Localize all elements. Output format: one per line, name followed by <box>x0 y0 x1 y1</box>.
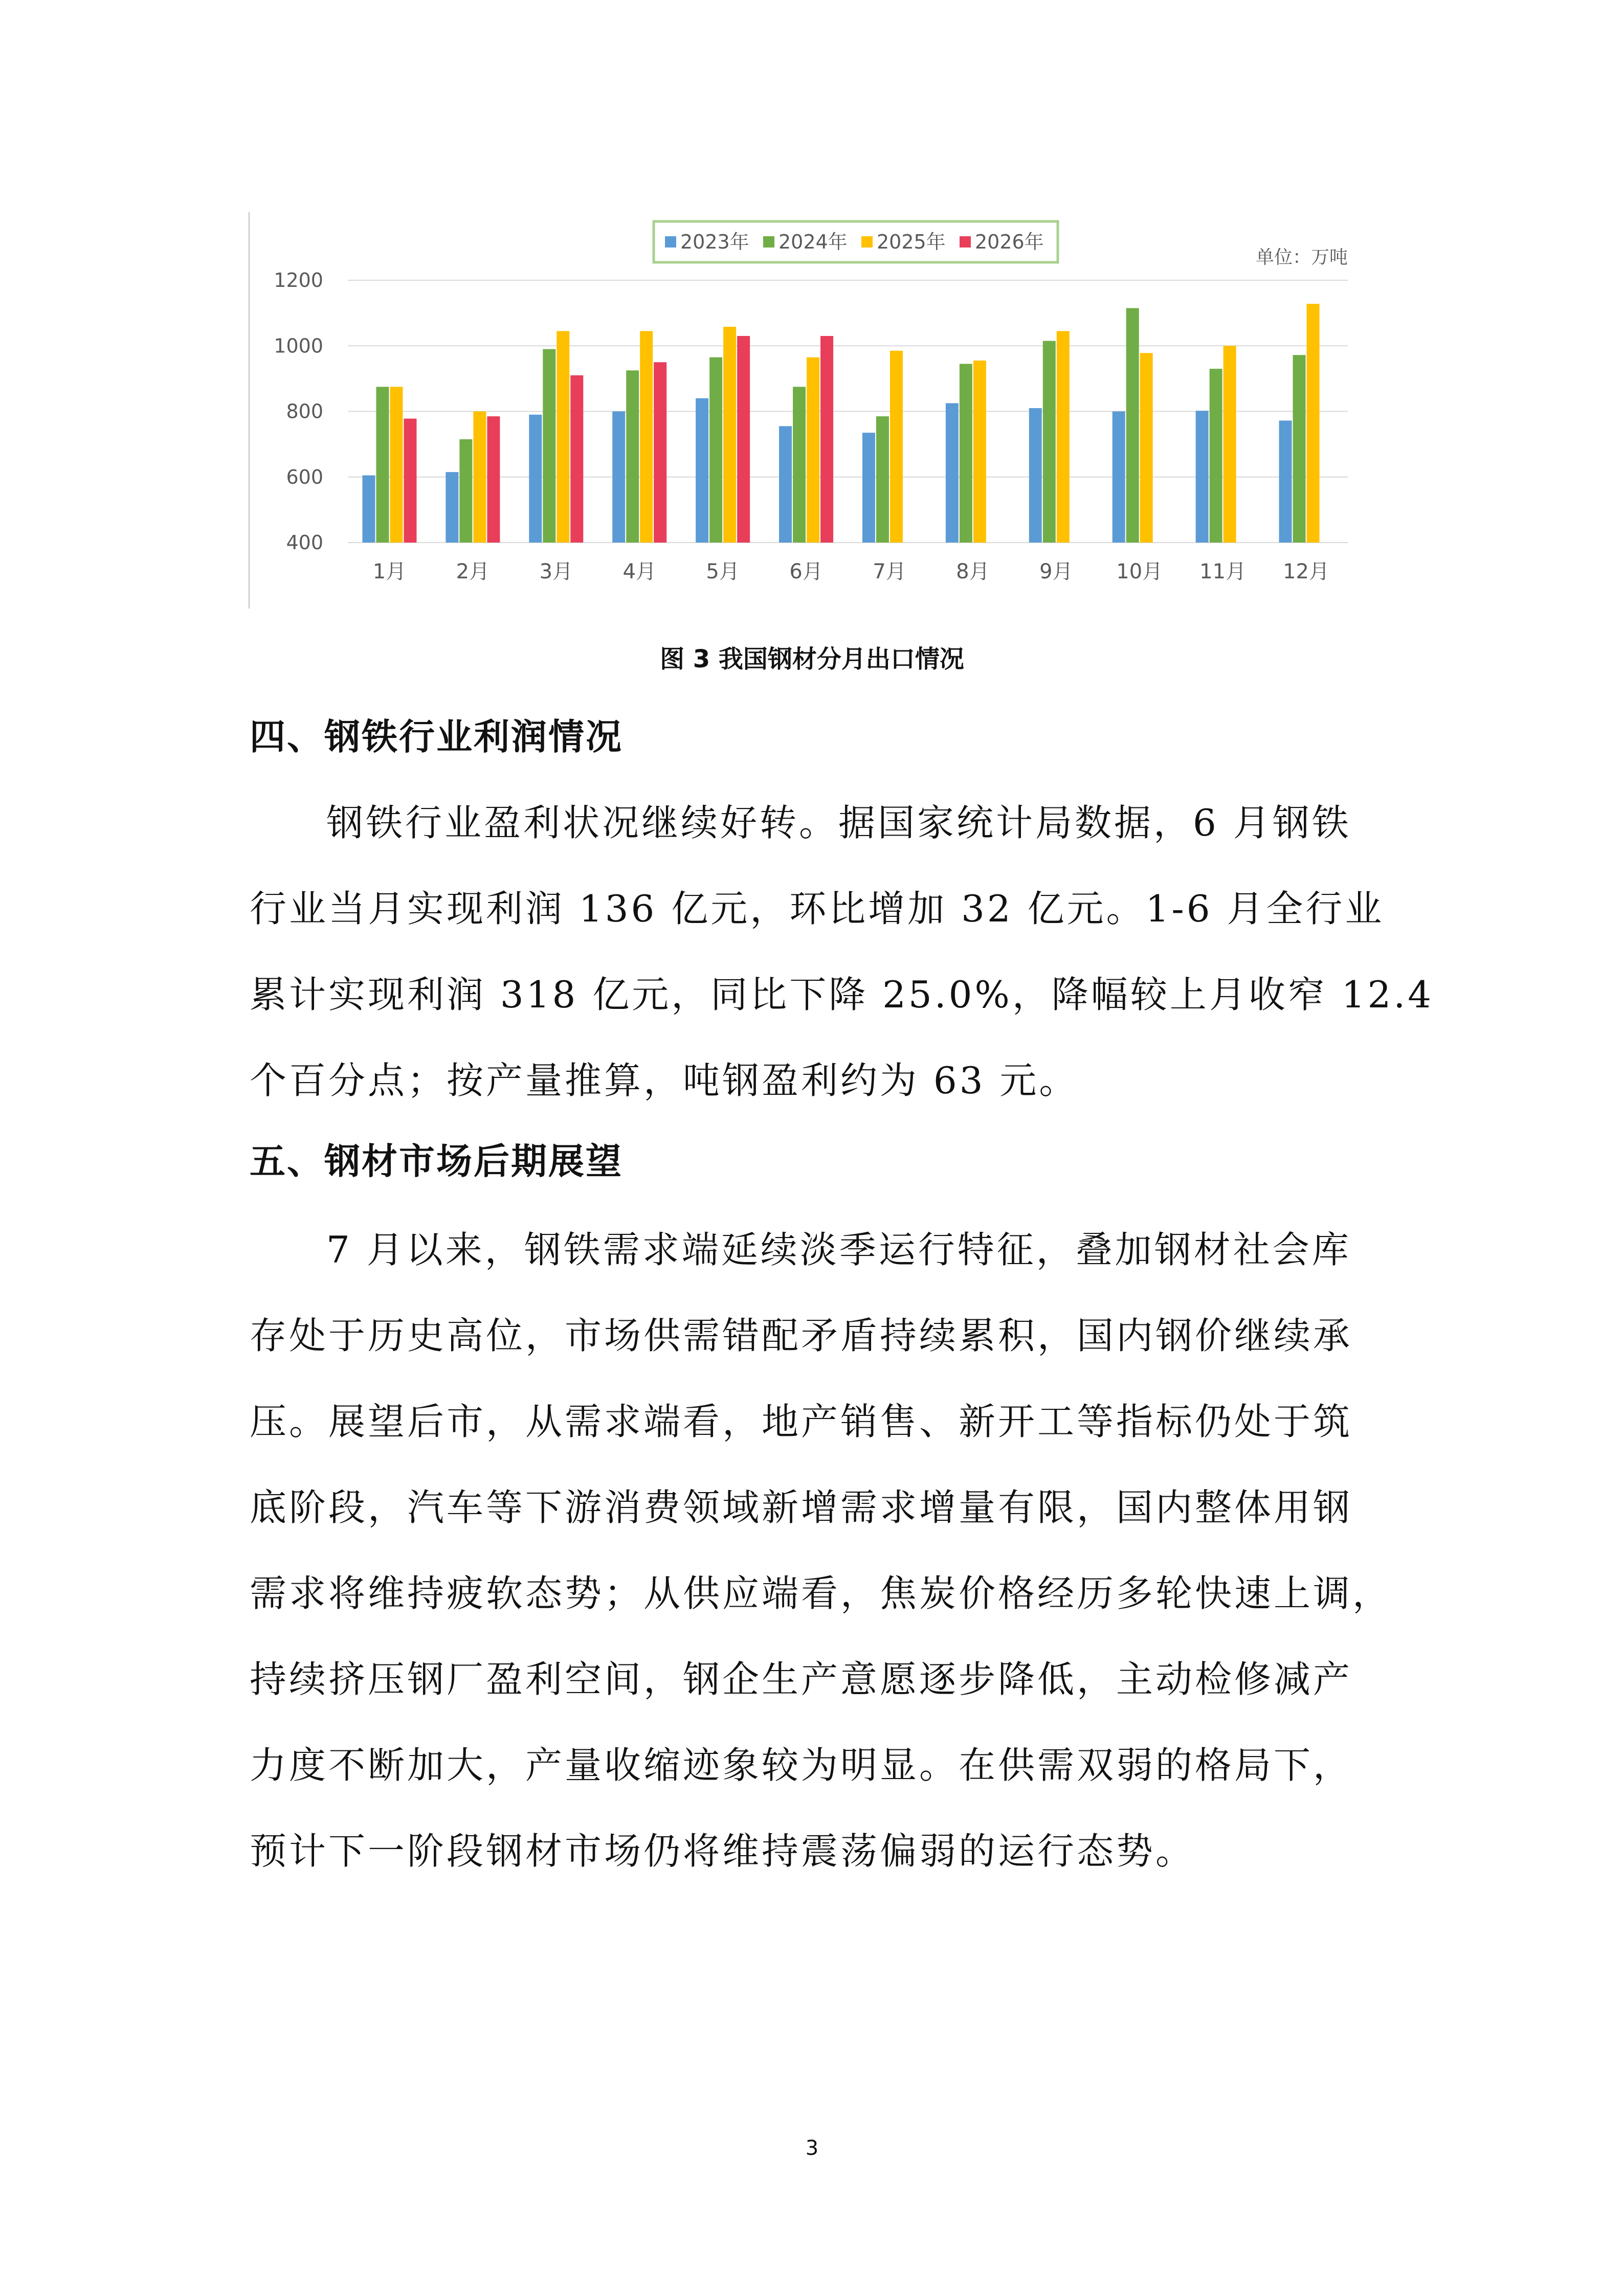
bar-2023年-12月 <box>1279 420 1292 543</box>
bar-2023年-10月 <box>1113 412 1125 543</box>
bar-2023年-6月 <box>779 426 792 543</box>
bar-2025年-4月 <box>640 331 653 543</box>
text-line: 持续挤压钢厂盈利空间，钢企生产意愿逐步降低，主动检修减产 <box>250 1658 1353 1701</box>
bar-2024年-6月 <box>793 387 806 543</box>
section-heading-outlook: 五、钢材市场后期展望 <box>250 1140 623 1182</box>
legend-swatch <box>665 236 676 247</box>
bar-2024年-11月 <box>1210 369 1222 543</box>
x-tick-label: 8月 <box>956 560 990 583</box>
text-line: 力度不断加大，产量收缩迹象较为明显。在供需双弱的格局下， <box>250 1744 1353 1787</box>
bar-2024年-10月 <box>1126 308 1139 543</box>
bar-2024年-12月 <box>1293 355 1306 543</box>
x-tick-label: 10月 <box>1116 560 1163 583</box>
bar-2025年-11月 <box>1223 346 1236 543</box>
bar-2025年-7月 <box>890 351 903 543</box>
bar-2025年-6月 <box>807 357 819 543</box>
bar-2026年-2月 <box>487 416 500 543</box>
text-line: 累计实现利润 318 亿元，同比下降 25.0%，降幅较上月收窄 12.4 <box>250 973 1434 1016</box>
x-tick-label: 1月 <box>372 560 407 583</box>
bar-2025年-5月 <box>723 327 736 543</box>
x-tick-label: 6月 <box>789 560 823 583</box>
bar-2023年-11月 <box>1196 411 1209 543</box>
text-line: 底阶段，汽车等下游消费领域新增需求增量有限，国内整体用钢 <box>250 1486 1353 1529</box>
unit-label: 单位：万吨 <box>1255 247 1348 268</box>
legend-label: 2023年 <box>680 231 749 253</box>
legend-label: 2024年 <box>778 231 848 253</box>
x-tick-label: 7月 <box>873 560 906 583</box>
bar-2025年-12月 <box>1307 304 1320 543</box>
text-line: 行业当月实现利润 136 亿元，环比增加 32 亿元。1-6 月全行业 <box>250 887 1385 930</box>
bar-2024年-2月 <box>459 439 472 543</box>
text-line: 存处于历史高位，市场供需错配矛盾持续累积，国内钢价继续承 <box>250 1314 1353 1357</box>
y-tick-label: 800 <box>286 400 323 423</box>
x-tick-label: 11月 <box>1199 560 1247 583</box>
bar-2023年-3月 <box>529 415 542 543</box>
bar-2024年-1月 <box>376 387 389 543</box>
section-heading-profit: 四、钢铁行业利润情况 <box>250 716 623 758</box>
bar-2023年-8月 <box>946 403 959 543</box>
page-number: 3 <box>805 2136 819 2160</box>
legend-swatch <box>763 236 774 247</box>
bar-2025年-10月 <box>1140 353 1153 543</box>
bar-2025年-3月 <box>557 331 569 543</box>
bar-2026年-3月 <box>570 375 583 543</box>
bar-2023年-2月 <box>446 472 458 543</box>
export-bar-chart <box>248 207 1363 611</box>
text-line: 钢铁行业盈利状况继续好转。据国家统计局数据，6 月钢铁 <box>326 801 1351 844</box>
bar-2026年-4月 <box>654 362 666 543</box>
paragraph-outlook <box>250 1207 1392 1894</box>
legend-swatch <box>960 236 971 247</box>
y-tick-label: 400 <box>286 531 323 554</box>
legend-swatch <box>861 236 873 247</box>
bar-2023年-1月 <box>362 476 375 543</box>
bar-2023年-4月 <box>612 412 625 543</box>
bar-2024年-5月 <box>709 357 722 543</box>
bar-2025年-1月 <box>390 387 403 543</box>
x-tick-label: 4月 <box>622 560 656 583</box>
bar-2023年-7月 <box>862 433 875 543</box>
chart-svg <box>248 207 1363 611</box>
y-tick-label: 1000 <box>274 334 323 357</box>
bar-2025年-2月 <box>473 412 486 543</box>
x-tick-label: 3月 <box>539 560 573 583</box>
legend-label: 2025年 <box>877 231 946 253</box>
bar-2024年-9月 <box>1043 341 1056 543</box>
bar-2025年-9月 <box>1057 331 1070 543</box>
legend-label: 2026年 <box>975 231 1044 253</box>
figure-caption: 图 3 我国钢材分月出口情况 <box>660 645 964 673</box>
x-tick-label: 2月 <box>456 560 490 583</box>
x-tick-label: 12月 <box>1283 560 1329 583</box>
text-line: 7 月以来，钢铁需求端延续淡季运行特征，叠加钢材社会库 <box>326 1228 1351 1271</box>
x-tick-label: 9月 <box>1039 560 1073 583</box>
bar-2024年-3月 <box>543 349 555 543</box>
bar-2024年-8月 <box>960 364 972 543</box>
bar-2024年-4月 <box>626 370 639 543</box>
y-tick-label: 600 <box>286 465 323 488</box>
y-tick-label: 1200 <box>274 269 323 291</box>
text-line: 压。展望后市，从需求端看，地产销售、新开工等指标仍处于筑 <box>250 1400 1353 1443</box>
bar-2026年-1月 <box>404 419 416 543</box>
bar-2025年-8月 <box>973 361 986 543</box>
bar-2023年-9月 <box>1029 408 1042 543</box>
text-line: 个百分点；按产量推算，吨钢盈利约为 63 元。 <box>250 1059 1079 1102</box>
text-line: 预计下一阶段钢材市场仍将维持震荡偏弱的运行态势。 <box>250 1830 1195 1873</box>
bar-2026年-5月 <box>737 336 750 543</box>
paragraph-profit <box>250 780 1434 1123</box>
bar-2026年-6月 <box>820 336 833 543</box>
bar-2024年-7月 <box>876 416 889 543</box>
bar-2023年-5月 <box>696 398 708 543</box>
text-line: 需求将维持疲软态势；从供应端看，焦炭价格经历多轮快速上调， <box>250 1572 1392 1615</box>
x-tick-label: 5月 <box>706 560 740 583</box>
